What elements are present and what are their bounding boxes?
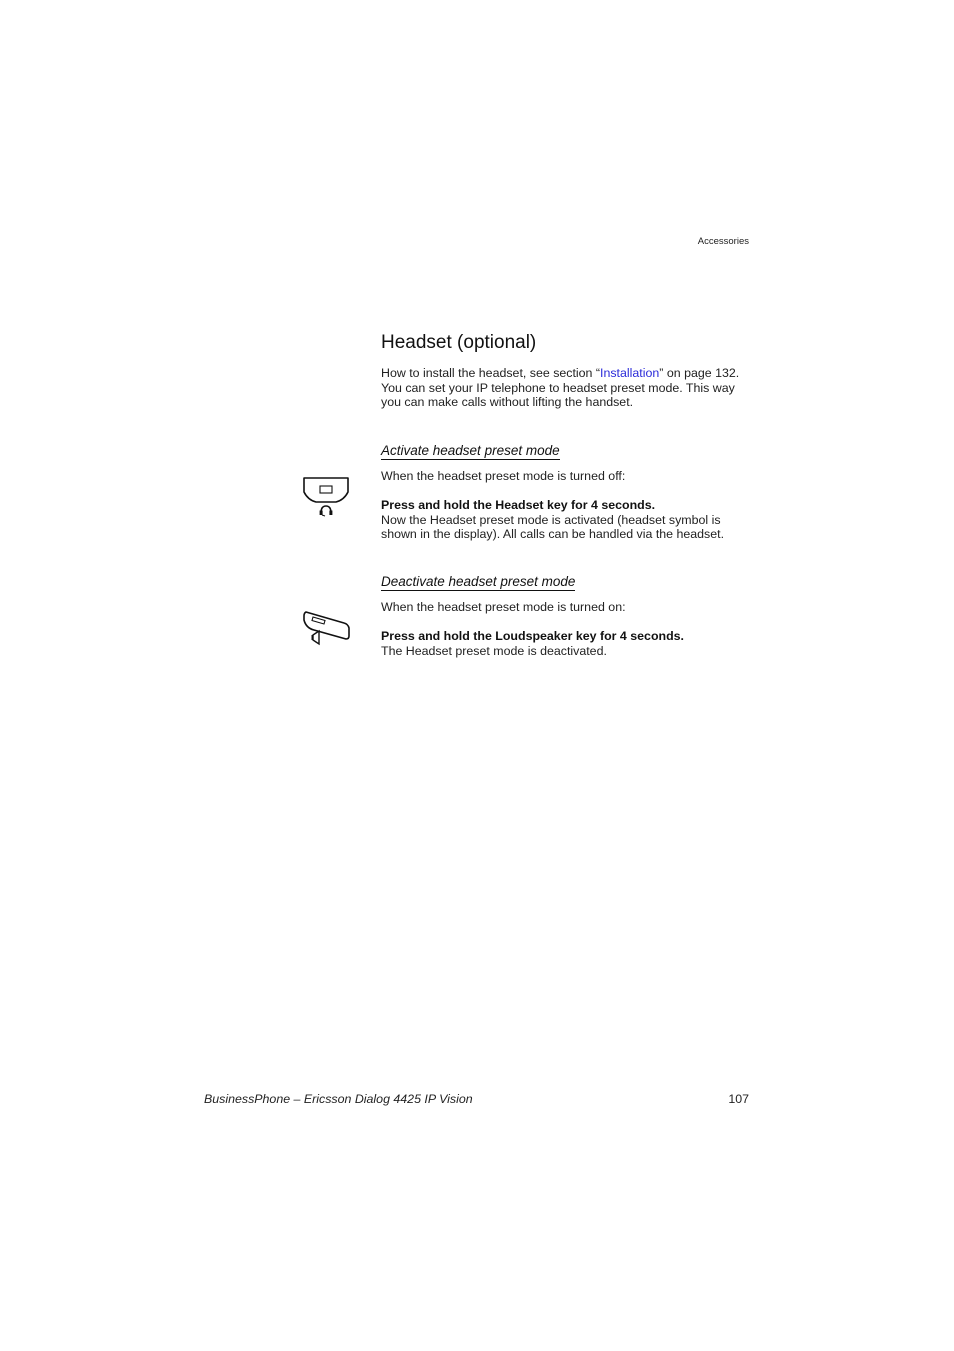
deactivate-instruction: Press and hold the Loudspeaker key for 4 seconds. <box>381 629 684 643</box>
installation-link[interactable]: Installation <box>600 366 660 380</box>
deactivate-result: The Headset preset mode is deactivated. <box>381 643 607 658</box>
page-number: 107 <box>728 1092 749 1106</box>
activate-step <box>381 498 751 542</box>
running-header: Accessories <box>697 236 749 247</box>
intro-paragraph <box>381 366 751 410</box>
activate-condition: When the headset preset mode is turned off: <box>381 469 626 483</box>
deactivate-condition: When the headset preset mode is turned on: <box>381 600 626 614</box>
activate-result: Now the Headset preset mode is activated (headset symbol is shown in the display). All calls can be handled via the headset. <box>381 512 725 542</box>
deactivate-heading: Deactivate headset preset mode <box>381 574 576 589</box>
loudspeaker-key-icon <box>300 608 352 650</box>
intro-text-after-link: ” on page 132. You can set your IP telephone to headset preset mode. This way you can make calls without lifting the handset. <box>381 366 740 410</box>
intro-text-before-link: How to install the headset, see section “ <box>381 366 601 380</box>
activate-instruction: Press and hold the Headset key for 4 seconds. <box>381 498 656 512</box>
headset-key-icon <box>300 474 352 520</box>
section-title: Headset (optional) <box>381 332 537 353</box>
footer-title: BusinessPhone – Ericsson Dialog 4425 IP Vision <box>204 1092 473 1106</box>
activate-heading: Activate headset preset mode <box>381 443 560 458</box>
deactivate-step <box>381 629 751 658</box>
